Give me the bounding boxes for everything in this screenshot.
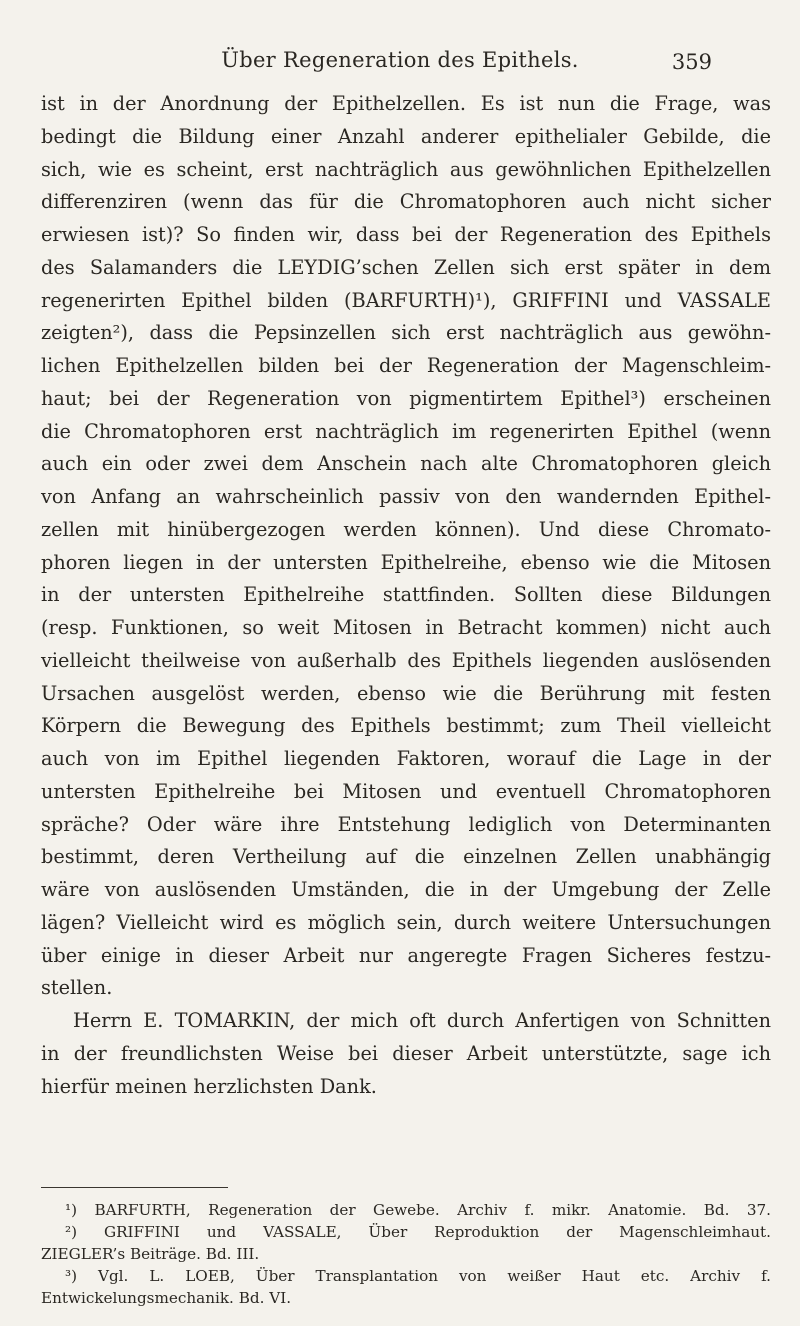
- footnote-separator: [41, 1187, 228, 1188]
- text-line: zellen mit hinübergezogen werden können). Und diese Chromato-: [41, 517, 771, 541]
- text-line: spräche? Oder wäre ihre Entstehung lediglich von Determinanten: [41, 812, 771, 836]
- text-line: Körpern die Bewegung des Epithels bestimmt; zum Theil vielleicht: [41, 714, 771, 738]
- text-line: in der freundlichsten Weise bei dieser Arbeit unterstützte, sage ich: [41, 1041, 771, 1065]
- text-line: vielleicht theilweise von außerhalb des Epithels liegenden auslösenden: [41, 648, 771, 672]
- text-line: phoren liegen in der untersten Epithelreihe, ebenso wie die Mitosen: [41, 550, 771, 574]
- text-line: lägen? Vielleicht wird es möglich sein, durch weitere Untersuchungen: [41, 910, 771, 934]
- text-line: untersten Epithelreihe bei Mitosen und eventuell Chromatophoren: [41, 779, 771, 803]
- text-line: differenziren (wenn das für die Chromatophoren auch nicht sicher: [41, 190, 771, 214]
- text-line: auch von im Epithel liegenden Faktoren, worauf die Lage in der: [41, 747, 771, 770]
- text-line: auch ein oder zwei dem Anschein nach alte Chromatophoren gleich: [41, 452, 771, 476]
- text-line: erwiesen ist)? So finden wir, dass bei der Regeneration des Epithels: [41, 223, 771, 246]
- body-text: [41, 88, 771, 1103]
- text-line: stellen.: [41, 976, 113, 1000]
- footnote-line: Entwickelungsmechanik. Bd. VI.: [41, 1289, 292, 1307]
- running-head: [0, 48, 800, 78]
- text-line: Ursachen ausgelöst werden, ebenso wie die Berührung mit festen: [41, 681, 771, 705]
- text-line: Herrn E. TOMARKIN, der mich oft durch Anfertigen von Schnitten: [73, 1009, 771, 1032]
- text-line: bedingt die Bildung einer Anzahl anderer epithelialer Gebilde, die: [41, 124, 771, 148]
- text-line: bestimmt, deren Vertheilung auf die einzelnen Zellen unabhängig: [41, 845, 771, 869]
- footnote-line: ²) GRIFFINI und VASSALE, Über Reproduktion der Magenschleimhaut.: [65, 1223, 771, 1241]
- text-line: zeigten²), dass die Pepsinzellen sich erst nachträglich aus gewöhn-: [41, 321, 771, 345]
- text-line: in der untersten Epithelreihe stattfinden. Sollten diese Bildungen: [41, 583, 771, 607]
- text-line: sich, wie es scheint, erst nachträglich aus gewöhnlichen Epithelzellen: [41, 157, 771, 181]
- text-line: von Anfang an wahrscheinlich passiv von den wandernden Epithel-: [41, 485, 771, 508]
- text-line: haut; bei der Regeneration von pigmentirtem Epithel³) erscheinen: [41, 386, 771, 410]
- footnote-line: ³) Vgl. L. LOEB, Über Transplantation von weißer Haut etc. Archiv f.: [65, 1267, 771, 1285]
- footnotes: [41, 1199, 771, 1309]
- text-line: regenerirten Epithel bilden (BARFURTH)¹), GRIFFINI und VASSALE: [41, 288, 771, 312]
- footnote-line: ¹) BARFURTH, Regeneration der Gewebe. Archiv f. mikr. Anatomie. Bd. 37.: [65, 1201, 771, 1219]
- text-line: hierfür meinen herzlichsten Dank.: [41, 1074, 377, 1098]
- text-line: wäre von auslösenden Umständen, die in der Umgebung der Zelle: [41, 878, 771, 901]
- text-line: (resp. Funktionen, so weit Mitosen in Betracht kommen) nicht auch: [41, 616, 771, 639]
- running-title: Über Regeneration des Epithels.: [221, 48, 579, 72]
- text-line: ist in der Anordnung der Epithelzellen. Es ist nun die Frage, was: [41, 92, 771, 115]
- text-line: lichen Epithelzellen bilden bei der Regeneration der Magenschleim-: [41, 354, 771, 377]
- footnote-line: ZIEGLER’s Beiträge. Bd. III.: [41, 1245, 260, 1263]
- text-line: über einige in dieser Arbeit nur angeregte Fragen Sicheres festzu-: [41, 943, 771, 967]
- text-line: die Chromatophoren erst nachträglich im regenerirten Epithel (wenn: [41, 419, 771, 443]
- page-number: 359: [671, 50, 712, 74]
- text-line: des Salamanders die LEYDIG’schen Zellen sich erst später in dem: [41, 255, 771, 279]
